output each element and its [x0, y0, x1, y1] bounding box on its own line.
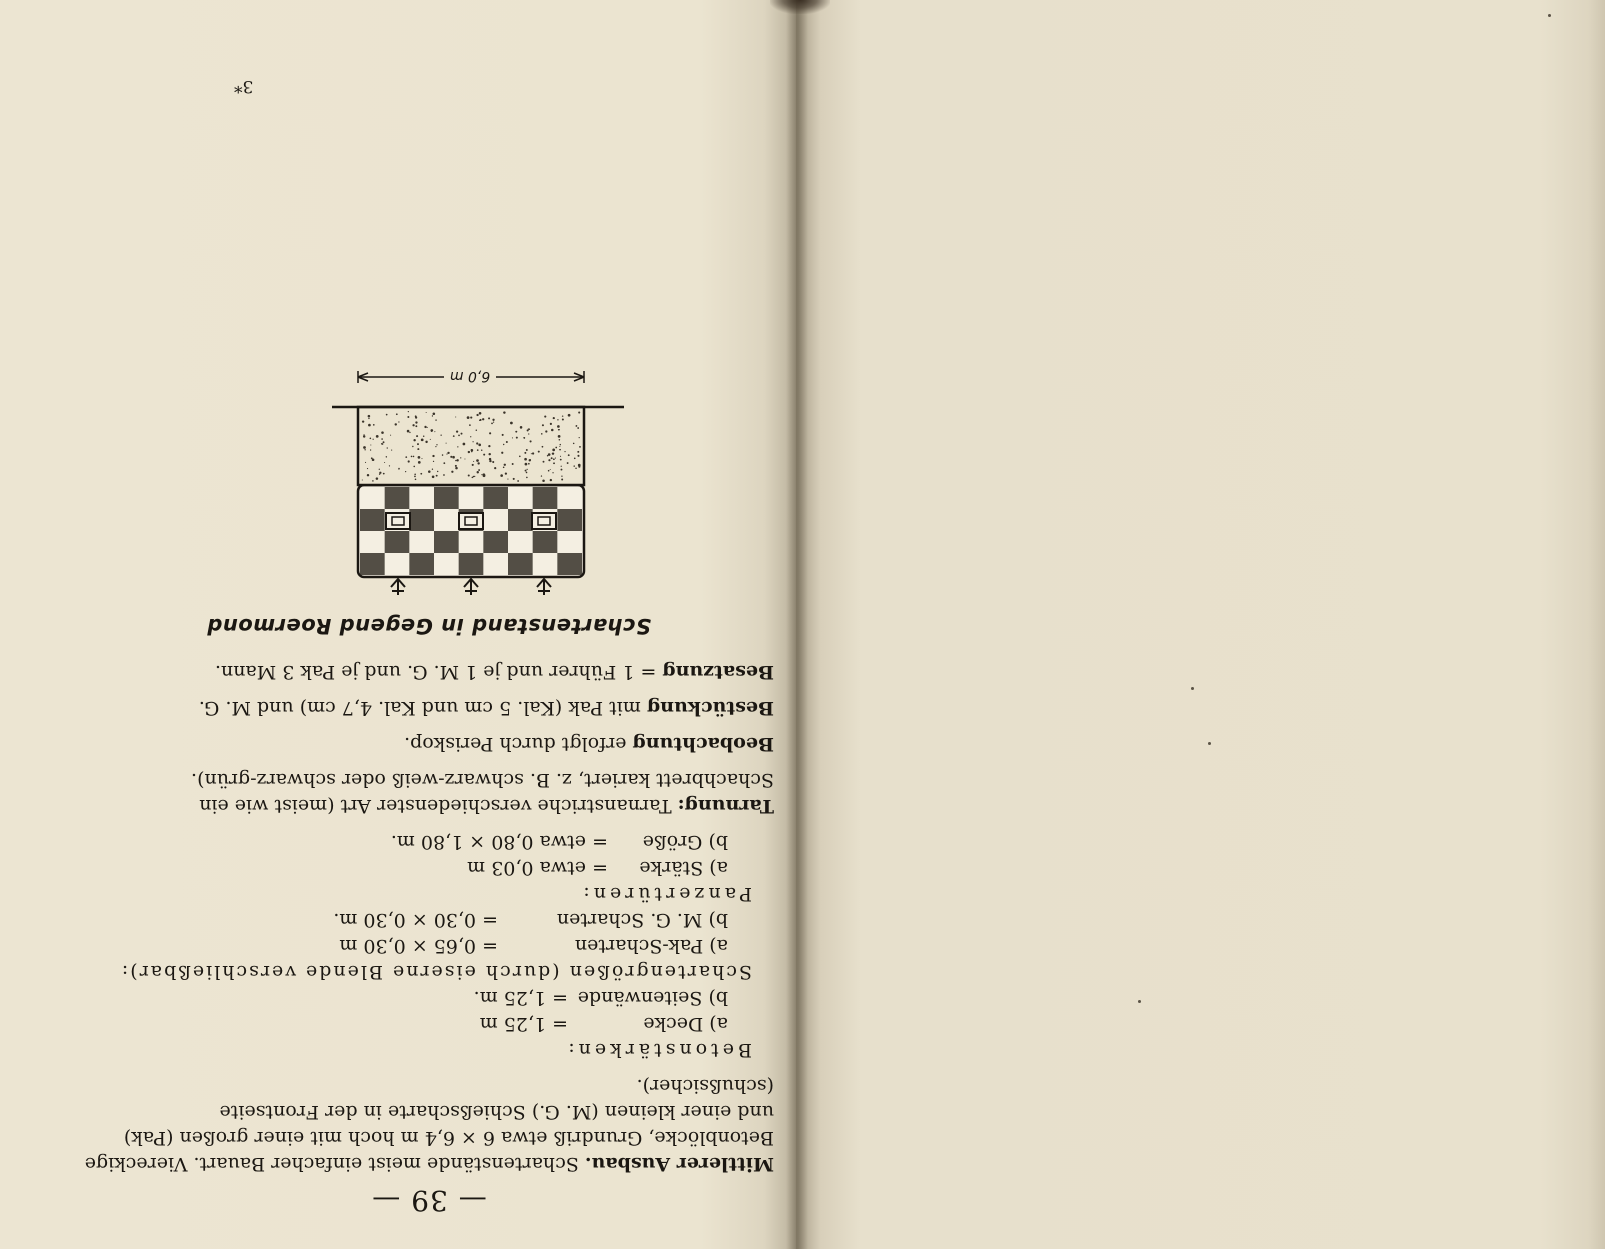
earth-speck [365, 462, 366, 463]
earth-speck [552, 449, 555, 452]
section-besatzung: Besatzung = 1 Führer und je 1 M. G. und je Pak 3 Mann. [214, 661, 774, 683]
earth-speck [562, 418, 564, 420]
earth-speck [559, 449, 561, 451]
earth-speck [526, 469, 527, 470]
earth-speck [370, 438, 372, 440]
earth-speck [542, 424, 544, 426]
earth-speck [368, 424, 371, 427]
section-tarnung: Tarnung: Tarnanstriche verschiedenster Art (meist wie ein Schachbrett kariert, z. B. schwarz-weiß oder schwarz-grün). [191, 769, 774, 817]
earth-speck [559, 446, 560, 447]
earth-speck [488, 417, 490, 419]
earth-speck [478, 469, 480, 471]
earth-speck [573, 443, 575, 445]
earth-speck [473, 461, 474, 462]
earth-speck [435, 419, 436, 420]
earth-speck [415, 416, 417, 418]
panzer-list [84, 829, 774, 881]
earth-speck [408, 411, 409, 412]
earth-speck [372, 480, 374, 482]
earth-speck [421, 458, 422, 459]
checker-cell [508, 509, 533, 531]
earth-speck [467, 416, 470, 419]
page-number: — 39 — [371, 1184, 487, 1217]
earth-speck [476, 429, 477, 430]
earth-speck [384, 462, 385, 463]
earth-speck [413, 456, 415, 458]
panzer-title: Panzertüren: [579, 883, 752, 905]
earth-speck [542, 480, 545, 483]
earth-speck [413, 439, 415, 441]
earth-speck [473, 476, 475, 478]
earth-speck [420, 473, 422, 475]
earth-speck [421, 438, 424, 441]
earth-speck [470, 436, 471, 437]
checker-cell [409, 509, 434, 531]
checker-cell [557, 553, 582, 575]
earth-speck [520, 426, 523, 429]
earth-speck [468, 451, 470, 453]
earth-speck [367, 474, 369, 476]
earth-speck [542, 446, 544, 448]
earth-speck [526, 472, 528, 474]
earth-speck [447, 452, 449, 454]
earth-speck [541, 433, 543, 435]
earth-speck [463, 443, 466, 446]
earth-speck [383, 441, 385, 443]
earth-speck [472, 464, 474, 466]
earth-speck [525, 470, 527, 472]
earth-speck [390, 435, 391, 436]
earth-speck [379, 472, 381, 474]
earth-speck [562, 415, 563, 416]
earth-speck [415, 421, 417, 423]
earth-speck [560, 459, 562, 461]
earth-speck [363, 434, 364, 435]
earth-speck [488, 453, 490, 455]
embrasure-arrows [391, 579, 551, 595]
earth-speck [550, 479, 552, 481]
earth-speck [577, 455, 579, 457]
earth-speck [492, 461, 494, 463]
earth-speck [479, 420, 480, 421]
figure-caption: Schartenstand in Gegend Roermond [206, 614, 652, 638]
earth-speck [483, 474, 486, 477]
earth-speck [381, 443, 382, 444]
earth-speck [381, 431, 384, 434]
earth-speck [430, 439, 431, 440]
earth-speck [526, 449, 528, 451]
text-ausbau: Schartenstände meist einfacher Bauart. Viereckige Betonblöcke, Grundriß etwa 6 × 6,4 m hoch mit einer großen (Pak) und einer kleinen (M. G.) Schießscharte in der Frontseite (schußsicher). [84, 1075, 774, 1175]
earth-speck [553, 417, 555, 419]
earth-speck [461, 433, 463, 435]
earth-speck [443, 474, 445, 476]
earth-speck [548, 470, 550, 472]
earth-speck [528, 433, 529, 434]
earth-speck [543, 461, 545, 463]
earth-speck [405, 471, 406, 472]
earth-speck [510, 422, 513, 425]
scharten-list [84, 907, 774, 959]
earth-speck [464, 458, 465, 459]
earth-speck [389, 465, 390, 466]
beton-title: Betonstärken: [564, 1039, 752, 1061]
earth-speck [452, 456, 455, 459]
paper-speck [1138, 1000, 1141, 1003]
earth-speck [433, 412, 436, 415]
earth-speck [488, 445, 490, 447]
earth-speck [383, 473, 385, 475]
earth-speck [541, 475, 542, 476]
earth-speck [558, 429, 559, 430]
earth-speck [552, 452, 554, 454]
earth-speck [561, 479, 563, 481]
earth-speck [501, 452, 503, 454]
earth-speck [578, 411, 580, 413]
paper-speck [1208, 742, 1211, 745]
earth-speck [494, 467, 496, 469]
earth-speck [417, 448, 419, 450]
earth-speck [512, 437, 513, 438]
embrasure-opening [532, 513, 556, 529]
earth-speck [372, 458, 375, 461]
earth-speck [545, 430, 547, 432]
earth-speck [412, 424, 414, 426]
earth-speck [551, 429, 554, 432]
earth-speck [544, 416, 546, 418]
checker-cell [533, 487, 558, 509]
checker-cell [360, 509, 385, 531]
earth-speck [506, 441, 508, 443]
earth-speck [568, 454, 570, 456]
checker-block [358, 485, 584, 577]
earth-speck [436, 475, 438, 477]
earth-speck [560, 444, 561, 445]
earth-speck [517, 480, 519, 482]
checker-cell [508, 553, 533, 575]
earth-speck [559, 439, 561, 441]
earth-speck [446, 443, 447, 444]
earth-speck [435, 446, 436, 447]
earth-speck [503, 466, 505, 468]
earth-speck [561, 476, 562, 477]
scharten-row: a) Pak-Scharten= 0,65 × 0,30 m [339, 935, 728, 957]
earth-speck [432, 469, 433, 470]
earth-speck [491, 422, 493, 424]
checker-cell [434, 487, 459, 509]
earth-speck [446, 454, 447, 455]
page-mark: 3* [234, 76, 254, 96]
earth-speck [434, 431, 435, 432]
earth-speck [568, 414, 571, 417]
earth-speck [547, 455, 548, 456]
earth-speck [561, 466, 562, 467]
panzer-row: a) Stärke= etwa 0,03 m [467, 857, 728, 879]
earth-speck [476, 459, 479, 462]
earth-speck [362, 420, 364, 422]
earth-speck [476, 442, 478, 444]
earth-speck [373, 424, 375, 426]
earth-speck [515, 431, 517, 433]
earth-speck [418, 456, 421, 459]
earth-speck [477, 462, 479, 464]
earth-speck [432, 455, 434, 457]
earth-speck [458, 434, 460, 436]
earth-speck [504, 464, 506, 466]
earth-speck [548, 459, 550, 461]
panzer-row: b) Größe= etwa 0,80 × 1,80 m. [390, 831, 728, 853]
earth-speck [579, 446, 581, 448]
earth-speck [525, 463, 528, 466]
earth-speck [577, 427, 579, 429]
earth-speck [370, 449, 371, 450]
section-beobachtung: Beobachtung erfolgt durch Periskop. [404, 733, 774, 755]
earth-speck [398, 468, 400, 470]
checker-cell [459, 553, 484, 575]
checker-cell [385, 487, 410, 509]
earth-speck [513, 478, 515, 480]
earth-speck [557, 419, 558, 420]
earth-speck [455, 465, 457, 467]
earth-speck [415, 478, 417, 480]
embrasure-opening [386, 513, 410, 529]
earth-speck [407, 416, 409, 418]
earth-speck [407, 430, 410, 433]
earth-speck [579, 437, 580, 438]
earth-speck [550, 423, 552, 425]
beton-list [84, 985, 774, 1037]
earth-speck [460, 457, 461, 458]
earth-speck [524, 452, 526, 454]
earth-speck [507, 479, 508, 480]
earth-speck [386, 456, 387, 457]
earth-speck [433, 461, 434, 462]
earth-speck [363, 435, 365, 437]
earth-speck [423, 436, 424, 437]
earth-speck [411, 456, 413, 458]
earth-speck [379, 469, 380, 470]
earth-speck [574, 458, 576, 460]
earth-speck [455, 417, 456, 418]
earth-speck [528, 463, 530, 465]
earth-speck [436, 444, 437, 445]
earth-speck [555, 457, 556, 458]
earth-speck [500, 474, 503, 477]
checker-cell [533, 531, 558, 553]
earth-speck [457, 446, 458, 447]
earth-speck [538, 451, 540, 453]
dimension-label: 6,0 m [449, 368, 491, 384]
checker-cell [409, 553, 434, 575]
earth-speck [481, 450, 482, 451]
checker-cell [483, 487, 508, 509]
earth-speck [414, 474, 416, 476]
checker-cell [385, 531, 410, 553]
earth-speck [368, 418, 369, 419]
earth-speck [493, 422, 494, 423]
earth-speck [432, 476, 435, 479]
earth-speck [469, 424, 471, 426]
earth-speck [368, 415, 371, 418]
earth-speck [492, 419, 494, 421]
earth-speck [528, 428, 530, 430]
earth-speck [425, 441, 427, 443]
earth-speck [370, 444, 371, 445]
earth-speck [550, 469, 551, 470]
earth-speck [471, 449, 473, 451]
upside-down-page [0, 0, 796, 1249]
earth-speck [505, 473, 507, 475]
earth-speck [519, 456, 521, 458]
earth-speck [523, 437, 524, 438]
earth-speck [553, 458, 555, 460]
beton-row: b) Seitenwände= 1,25 m. [473, 987, 728, 1009]
paper-speck [1191, 687, 1194, 690]
earth-speck [516, 437, 518, 439]
earth-speck [476, 414, 478, 416]
earth-speck [367, 468, 368, 469]
earth-speck [555, 447, 557, 449]
heading-ausbau: Mittlerer Ausbau. [584, 1153, 774, 1175]
earth-speck [561, 469, 563, 471]
earth-speck [455, 460, 456, 461]
earth-speck [437, 471, 438, 472]
earth-speck [477, 471, 479, 473]
earth-speck [450, 456, 452, 458]
earth-speck [430, 429, 433, 432]
scharten-title: Schartengrößen (durch eiserne Blende verschließbar): [119, 961, 752, 983]
right-page [796, 0, 1605, 1249]
earth-speck [456, 459, 458, 461]
earth-speck [387, 447, 388, 448]
paper-speck [1548, 14, 1551, 17]
earth-speck [532, 452, 534, 454]
earth-speck [424, 426, 426, 428]
earth-speck [502, 434, 504, 436]
earth-speck [551, 457, 553, 459]
earth-speck [503, 411, 505, 413]
earth-speck [416, 435, 418, 437]
earth-speck [398, 421, 399, 422]
earth-speck [376, 477, 378, 479]
checker-cell [557, 509, 582, 531]
checker-cell [483, 531, 508, 553]
earth-speck [558, 435, 561, 438]
earth-speck [396, 413, 398, 415]
earth-speck [527, 429, 529, 431]
earth-speck [557, 425, 560, 428]
earth-speck [417, 443, 419, 445]
earth-speck [391, 450, 392, 451]
earth-speck [567, 462, 569, 464]
earth-speck [531, 453, 532, 454]
earth-speck [578, 464, 581, 467]
earth-cover [358, 407, 584, 485]
earth-speck [432, 415, 433, 416]
earth-speck [418, 461, 421, 464]
earth-speck [426, 412, 427, 413]
earth-speck [468, 474, 470, 476]
earth-speck [442, 454, 444, 456]
earth-speck [373, 439, 374, 440]
earth-speck [428, 470, 431, 473]
checker-cell [360, 553, 385, 575]
earth-speck [456, 430, 458, 432]
section-bestueckung: Bestückung mit Pak (Kal. 5 cm und Kal. 4,7 cm) und M. G. [198, 697, 774, 719]
earth-speck [472, 441, 473, 442]
earth-speck [524, 458, 527, 461]
earth-speck [451, 471, 453, 473]
earth-speck [386, 414, 388, 416]
bunker-diagram [84, 345, 774, 605]
earth-speck [381, 438, 383, 440]
earth-speck [503, 444, 504, 445]
bunker-drawing [304, 355, 624, 605]
earth-speck [363, 446, 366, 449]
earth-speck [512, 463, 514, 465]
earth-speck [362, 479, 363, 480]
checker-cell [434, 531, 459, 553]
earth-speck [482, 418, 484, 420]
earth-speck [427, 427, 428, 428]
earth-speck [415, 425, 417, 427]
earth-speck [474, 476, 475, 477]
embrasure-opening [459, 513, 483, 529]
earth-speck [529, 459, 531, 461]
earth-speck [440, 434, 441, 435]
earth-speck [453, 435, 455, 437]
earth-speck [575, 467, 577, 469]
earth-speck [564, 451, 565, 452]
earth-speck [478, 444, 481, 447]
earth-speck [573, 465, 574, 466]
earth-speck [577, 451, 579, 453]
earth-speck [576, 425, 577, 426]
section-ausbau [84, 1073, 774, 1177]
earth-speck [479, 412, 482, 415]
scharten-row: b) M. G. Scharten= 0,30 × 0,30 m. [333, 909, 728, 931]
earth-speck [489, 458, 491, 460]
earth-speck [470, 416, 472, 418]
earth-speck [553, 462, 555, 464]
earth-speck [405, 456, 407, 458]
earth-speck [414, 475, 416, 477]
earth-speck [455, 467, 458, 470]
earth-speck [483, 454, 485, 456]
earth-speck [530, 440, 532, 442]
earth-speck [477, 449, 479, 451]
earth-speck [443, 462, 445, 464]
page-content [84, 53, 774, 1217]
earth-speck [412, 446, 413, 447]
earth-speck [376, 435, 379, 438]
earth-speck [408, 460, 410, 462]
earth-speck [560, 456, 561, 457]
earth-speck [489, 432, 491, 434]
earth-speck [471, 451, 472, 452]
earth-speck [481, 474, 482, 475]
earth-speck [409, 432, 410, 433]
earth-speck [364, 449, 365, 450]
earth-speck [552, 472, 553, 473]
earth-speck [413, 466, 415, 468]
earth-speck [395, 423, 397, 425]
earth-speck [526, 477, 528, 479]
beton-row: a) Decke= 1,25 m [479, 1013, 728, 1035]
